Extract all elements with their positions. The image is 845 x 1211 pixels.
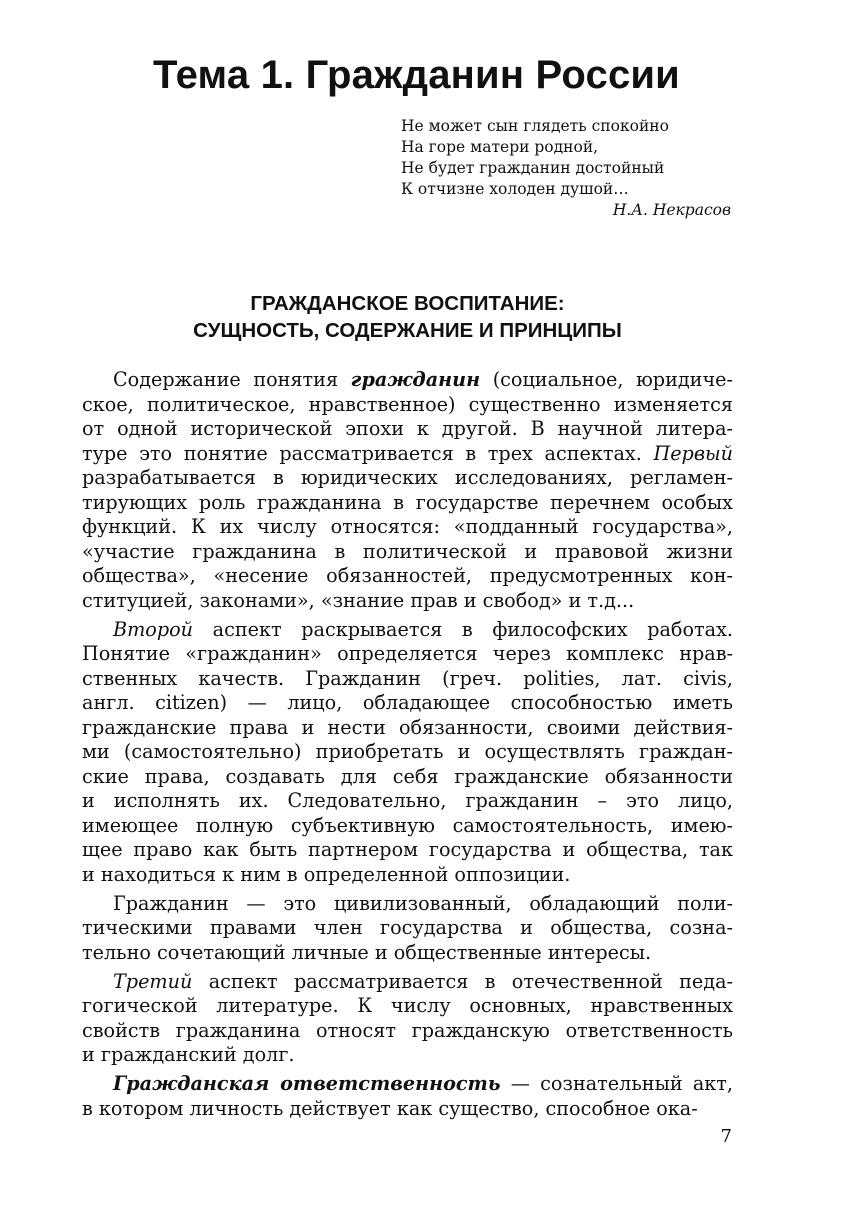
section-title-line: ГРАЖДАНСКОЕ ВОСПИТАНИЕ: — [250, 292, 565, 315]
text-run: туре это понятие рассматривается в трех аспектах. — [82, 441, 654, 465]
text-line — [82, 941, 733, 966]
text-run: ституцией, законами», «знание прав и свобод» и т.д... — [82, 588, 635, 612]
text-line — [82, 1097, 733, 1122]
text-line — [82, 368, 733, 393]
text-run: ственных качеств. Гражданин (греч. polities, лат. civis, — [82, 666, 733, 690]
text-run: — сознательный акт, — [500, 1072, 734, 1095]
text-line — [82, 618, 733, 643]
text-run: ские права, создавать для себя гражданские обязанности — [82, 764, 733, 788]
text-run: (социальное, юридиче- — [480, 368, 733, 391]
text-run: имеющее полную субъективную самостоятельность, имею- — [82, 813, 733, 837]
key-term: гражданин — [350, 368, 481, 391]
epigraph-author: Н.А. Некрасов — [612, 201, 731, 219]
text-run: разрабатывается в юридических исследованиях, регламен- — [82, 466, 733, 489]
text-run: англ. citizen) — лицо, обладающее способностью иметь — [82, 691, 733, 714]
text-run: щее право как быть партнером государства и общества, так — [82, 838, 733, 861]
epigraph-line: К отчизне холоден душой… — [401, 180, 629, 198]
text-run: и гражданский долг. — [82, 1043, 295, 1066]
epigraph-line: На горе матери родной, — [401, 138, 599, 156]
text-line — [82, 667, 733, 692]
text-line — [82, 716, 733, 741]
text-line — [82, 863, 733, 888]
text-run: от одной исторической эпохи к другой. В научной литера- — [82, 417, 733, 440]
text-run: Гражданин — это цивилизованный, обладающий поли- — [113, 891, 733, 915]
text-line — [82, 789, 733, 814]
text-line — [82, 740, 733, 765]
text-run: тельно сочетающий личные и общественные интересы. — [82, 940, 652, 964]
text-run: функций. К их числу относятся: «подданный государства», — [82, 515, 733, 538]
text-line — [82, 1043, 733, 1068]
text-line — [82, 515, 733, 540]
text-run: ми (самостоятельно) приобретать и осуществлять граждан- — [82, 740, 733, 763]
text-line — [82, 970, 733, 995]
text-run: свойств гражданина относят гражданскую ответственность — [82, 1018, 733, 1042]
italic-term: Первый — [653, 441, 733, 465]
epigraph-line: Не может сын глядеть спокойно — [401, 117, 669, 135]
text-run: Понятие «гражданин» определяется через комплекс нрав- — [82, 642, 733, 665]
text-run: Содержание понятия — [113, 368, 351, 391]
text-line — [82, 1072, 733, 1097]
text-line — [82, 540, 733, 565]
section-title — [82, 290, 733, 344]
text-line — [82, 916, 733, 941]
text-run: «участие гражданина в политической и правовой жизни — [82, 539, 733, 563]
epigraph-line: Не будет гражданин достойный — [401, 159, 665, 177]
text-run: тирующих роль гражданина в государстве перечнем особых — [82, 490, 733, 514]
text-line — [82, 442, 733, 467]
text-line — [82, 838, 733, 863]
text-run: и находиться к ним в определенной оппозиции. — [82, 862, 571, 886]
body-text — [82, 368, 733, 1126]
text-run: и исполнять их. Следовательно, гражданин – это лицо, — [82, 789, 733, 812]
text-line — [82, 994, 733, 1019]
key-term: Гражданская ответственность — [113, 1072, 501, 1095]
section-title-line: СУЩНОСТЬ, СОДЕРЖАНИЕ И ПРИНЦИПЫ — [193, 319, 622, 342]
italic-term: Второй — [113, 617, 194, 641]
paragraph — [82, 970, 733, 1068]
paragraph — [82, 368, 733, 613]
text-run: гогической литературе. К числу основных, нравственных — [82, 994, 733, 1017]
text-line — [82, 1019, 733, 1044]
italic-term: Третий — [113, 969, 193, 993]
text-run: аспект рассматривается в отечественной педа- — [192, 969, 733, 993]
text-line — [82, 814, 733, 839]
text-line — [82, 642, 733, 667]
text-line — [82, 417, 733, 442]
page-number: 7 — [720, 1126, 732, 1147]
text-line — [82, 564, 733, 589]
text-line — [82, 892, 733, 917]
chapter-title: Тема 1. Гражданин России — [153, 53, 680, 97]
epigraph — [401, 116, 731, 221]
text-line — [82, 393, 733, 418]
text-run: общества», «несение обязанностей, предусмотренных кон- — [82, 564, 733, 587]
text-line — [82, 691, 733, 716]
text-run: в котором личность действует как существо, способное ока- — [82, 1096, 698, 1120]
text-line — [82, 491, 733, 516]
text-run: тическими правами член государства и общества, созна- — [82, 916, 733, 939]
text-line — [82, 466, 733, 491]
text-run: гражданские права и нести обязанности, своими действия- — [82, 715, 733, 739]
text-run: аспект раскрывается в философских работах. — [193, 617, 733, 641]
paragraph — [82, 892, 733, 966]
paragraph — [82, 1072, 733, 1121]
text-line — [82, 589, 733, 614]
text-line — [82, 765, 733, 790]
text-run: ское, политическое, нравственное) существенно изменяется — [82, 392, 733, 416]
paragraph — [82, 618, 733, 888]
